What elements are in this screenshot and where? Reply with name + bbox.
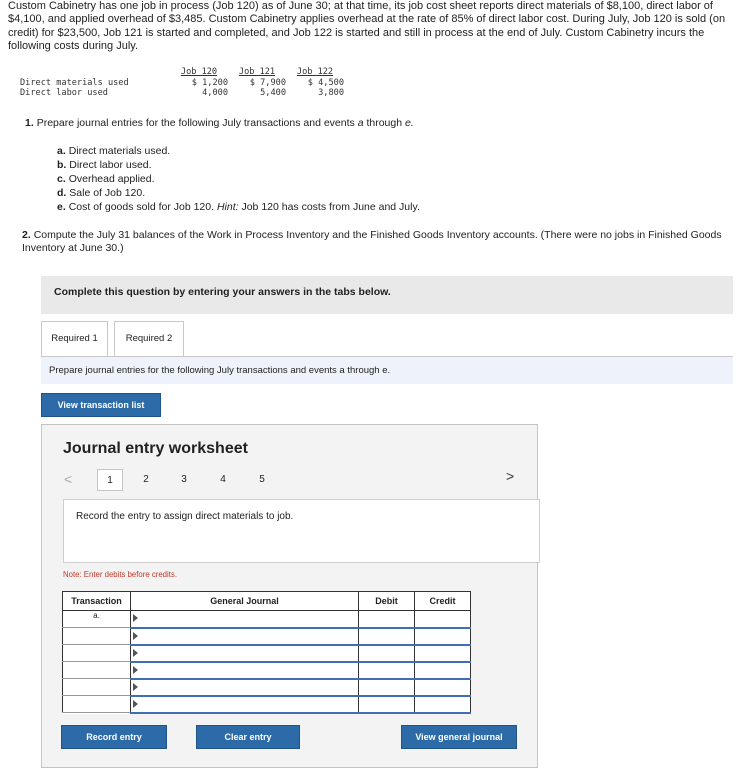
account-select[interactable] [131,679,359,696]
hint-text: Job 120 has costs from June and July. [241,201,420,213]
question-1-items [57,144,420,214]
item-letter: b. [57,159,67,171]
item-text: Sale of Job 120. [69,187,146,199]
cost-table-corner [20,67,170,78]
entry-instruction: Record the entry to assign direct materials to job. [63,499,540,563]
list-item [57,172,420,186]
account-select[interactable] [131,611,359,628]
question-1-emph-e: e. [405,117,414,129]
journal-grid [62,591,471,714]
question-2-number: 2. [22,229,31,241]
cost-header-job-122: Job 122 [296,67,334,77]
table-row [63,662,471,679]
table-row [63,645,471,662]
table-row [63,696,471,713]
credit-input[interactable] [415,662,471,679]
item-text: Direct labor used. [69,159,152,171]
credit-input[interactable] [415,679,471,696]
worksheet-pager [42,469,539,491]
caret-right-icon [133,649,138,657]
caret-right-icon [133,683,138,691]
cost-row-label: Direct labor used [20,88,108,98]
item-letter: e. [57,201,66,213]
tab-required-2[interactable]: Required 2 [114,321,184,357]
instruction-banner: Complete this question by entering your answers in the tabs below. [41,276,733,314]
credit-input[interactable] [415,611,471,628]
list-item [57,186,420,200]
transaction-cell [63,645,131,662]
cost-value: 3,800 [318,88,344,98]
cost-row-materials [20,78,344,89]
page-5[interactable]: 5 [259,474,265,485]
debit-input[interactable] [359,645,415,662]
question-2-text: Compute the July 31 balances of the Work in Process Inventory and the Finished Goods Inventory accounts. (There were no jobs in Finished Goods Inventory at June 30.) [22,229,722,254]
debit-input[interactable] [359,628,415,645]
cost-value: $ 4,500 [307,77,344,88]
account-select[interactable] [131,628,359,645]
tab-panel-instruction: Prepare journal entries for the following July transactions and events a through e. [41,356,733,384]
cost-header-job-120: Job 120 [180,67,218,77]
account-select[interactable] [131,696,359,713]
item-letter: a. [57,145,66,157]
debit-input[interactable] [359,662,415,679]
transaction-cell [63,628,131,645]
cost-value: $ 1,200 [191,77,228,88]
cost-value: 4,000 [202,88,228,98]
col-credit: Credit [415,592,471,611]
debits-note: Note: Enter debits before credits. [63,570,177,579]
item-letter: d. [57,187,67,199]
question-1 [25,117,414,129]
item-letter: c. [57,173,66,185]
transaction-cell [63,679,131,696]
cost-row-label: Direct materials used [20,77,129,88]
col-debit: Debit [359,592,415,611]
table-row [63,628,471,645]
clear-entry-button[interactable]: Clear entry [196,725,300,749]
cost-value: $ 7,900 [249,77,286,88]
page-1[interactable]: 1 [97,469,123,491]
chevron-left-icon[interactable]: < [64,471,73,487]
job-cost-table [20,67,344,99]
credit-input[interactable] [415,628,471,645]
account-select[interactable] [131,645,359,662]
list-item [57,144,420,158]
debit-input[interactable] [359,696,415,713]
table-row [63,611,471,628]
table-row [63,679,471,696]
page-4[interactable]: 4 [220,474,226,485]
col-transaction: Transaction [63,592,131,611]
caret-right-icon [133,700,138,708]
problem-intro: Custom Cabinetry has one job in process (Job 120) as of June 30; at that time, its job cost sheet reports direct materials of $8,100, direct labor of $4,100, and applied overhead of $3,485. Custom Cabinetry applies overhead at the rate of 85% of direct labor cost. During July, Job 120 is sold (on credit) for $23,500, Job 121 is started and completed, and Job 122 is started and still in process at the end of July. Custom Cabinetry incurs the following costs during July. [8,0,726,53]
caret-right-icon [133,666,138,674]
hint-label: Hint: [216,201,239,213]
credit-input[interactable] [415,645,471,662]
question-1-through: through [366,117,403,129]
item-text: Overhead applied. [68,173,155,185]
account-select[interactable] [131,662,359,679]
journal-entry-worksheet [41,424,538,768]
item-text: Direct materials used. [68,145,171,157]
caret-right-icon [133,632,138,640]
cost-value: 5,400 [260,88,286,98]
question-1-emph-a: a [357,117,364,129]
question-1-text: Prepare journal entries for the following July transactions and events [36,117,355,129]
list-item [57,158,420,172]
col-general-journal: General Journal [131,592,359,611]
transaction-cell: a. [63,611,131,628]
view-transaction-list-button[interactable]: View transaction list [41,393,161,417]
question-2 [22,229,722,255]
question-1-number: 1. [25,117,34,129]
list-item [57,200,420,214]
worksheet-title: Journal entry worksheet [63,440,248,457]
debit-input[interactable] [359,679,415,696]
cost-row-labor [20,88,344,99]
page-3[interactable]: 3 [181,474,187,485]
page-2[interactable]: 2 [143,474,149,485]
credit-input[interactable] [415,696,471,713]
transaction-cell [63,662,131,679]
item-text: Cost of goods sold for Job 120. [68,201,215,213]
debit-input[interactable] [359,611,415,628]
transaction-cell [63,696,131,713]
caret-right-icon [133,614,138,622]
chevron-right-icon[interactable]: > [506,468,515,484]
view-general-journal-button[interactable]: View general journal [401,725,517,749]
record-entry-button[interactable]: Record entry [61,725,167,749]
tab-required-1[interactable]: Required 1 [41,321,108,358]
cost-header-job-121: Job 121 [238,67,276,77]
